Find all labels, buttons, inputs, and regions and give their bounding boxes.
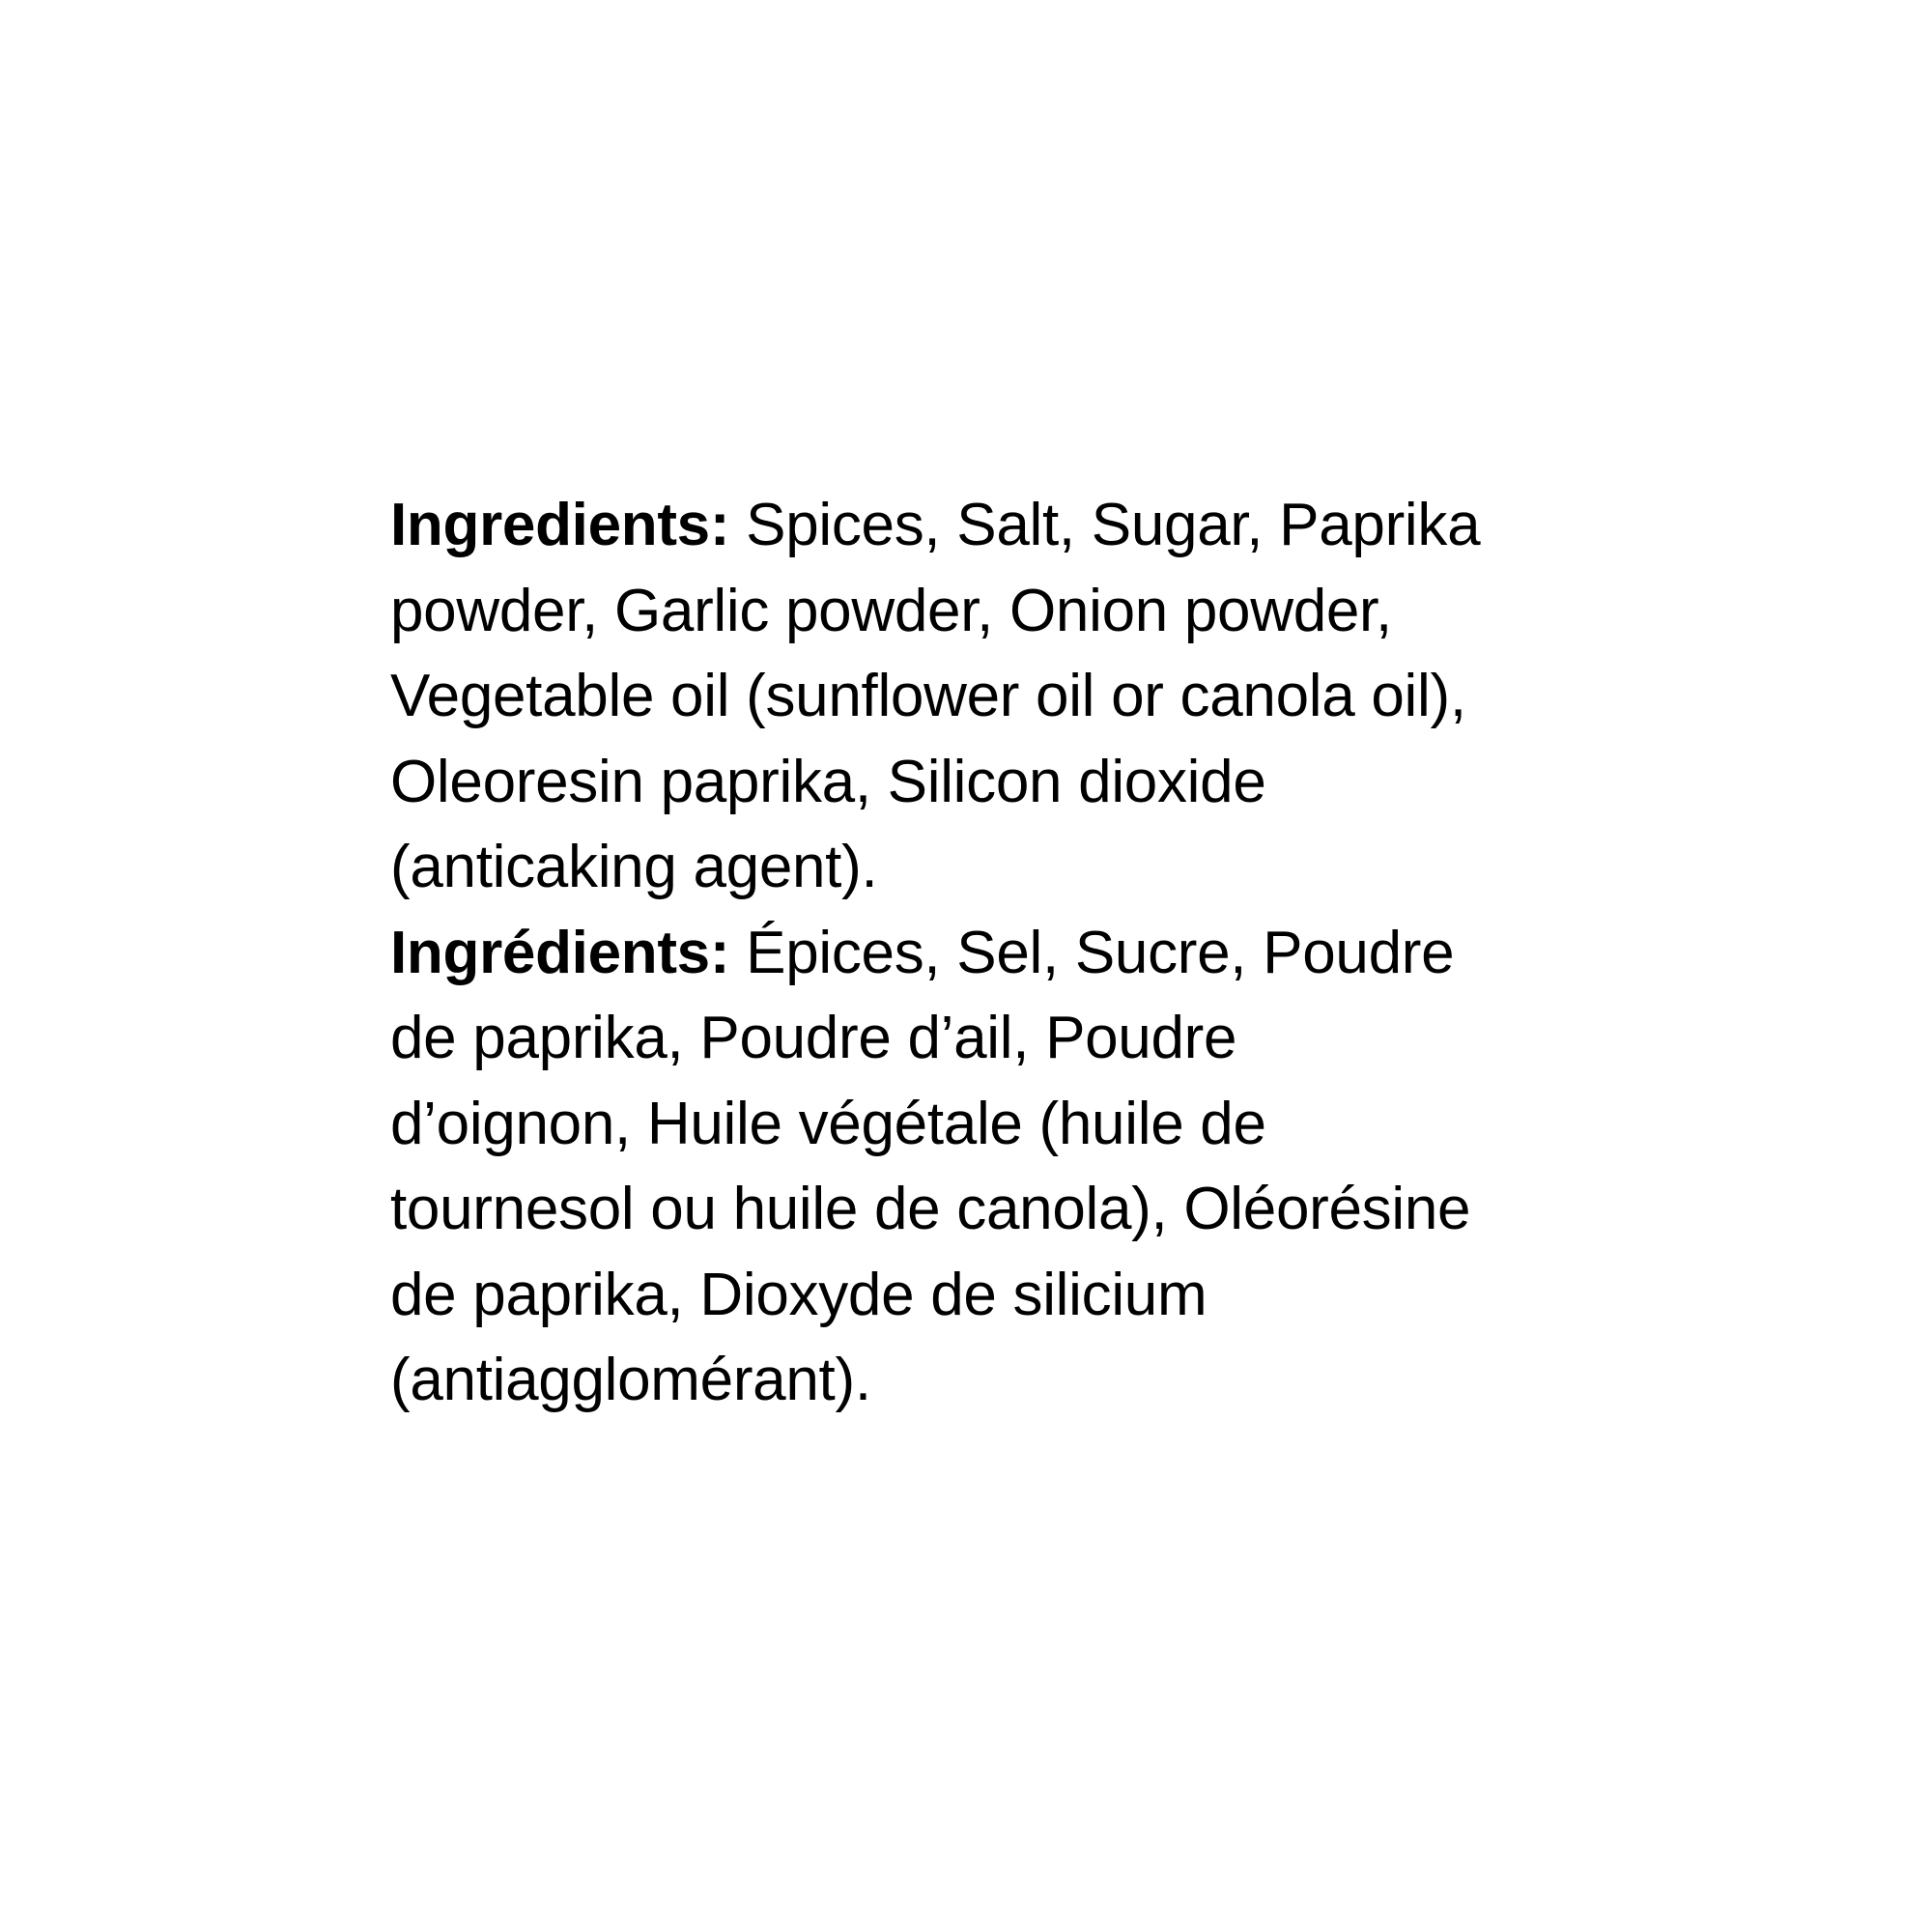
ingredients-label <box>390 483 1578 1424</box>
french-line-1 <box>390 911 1578 997</box>
french-line-5: de paprika, Dioxyde de silicium <box>390 1261 1208 1328</box>
english-line-3: Vegetable oil (sunflower oil or canola oil), <box>390 663 1466 729</box>
english-ingredients <box>390 483 1578 911</box>
english-line-2: powder, Garlic powder, Onion powder, <box>390 577 1392 644</box>
english-line-4: Oleoresin paprika, Silicon dioxide <box>390 748 1266 815</box>
english-line-1 <box>390 483 1578 569</box>
english-line-1-text: Spices, Salt, Sugar, Paprika <box>729 492 1481 558</box>
french-line-1-text: Épices, Sel, Sucre, Poudre <box>729 919 1455 986</box>
french-heading: Ingrédients: <box>390 919 730 986</box>
english-line-5: (anticaking agent). <box>390 834 878 900</box>
english-heading: Ingredients: <box>390 492 730 558</box>
french-line-6: (antiagglomérant). <box>390 1347 871 1413</box>
french-line-4: tournesol ou huile de canola), Oléorésine <box>390 1176 1471 1242</box>
french-line-3: d’oignon, Huile végétale (huile de <box>390 1090 1266 1157</box>
french-line-2: de paprika, Poudre d’ail, Poudre <box>390 1005 1237 1071</box>
french-ingredients <box>390 911 1578 1424</box>
